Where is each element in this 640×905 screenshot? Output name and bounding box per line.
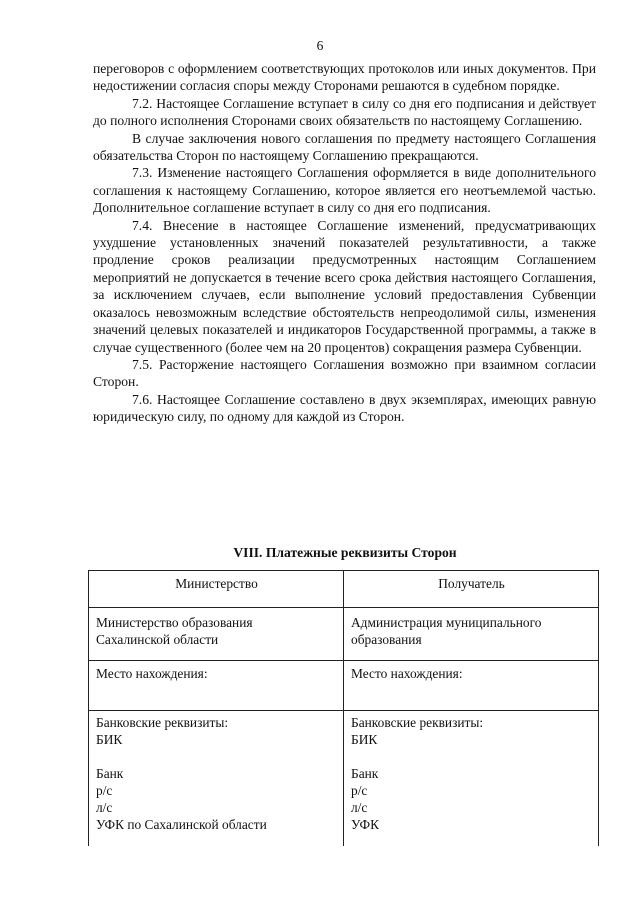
ministry-ls: л/с bbox=[96, 800, 113, 815]
table-row-names bbox=[89, 608, 599, 661]
payment-requisites-table bbox=[88, 570, 599, 846]
ministry-bank-title: Банковские реквизиты: bbox=[96, 715, 229, 730]
paragraph-7-5: 7.5. Расторжение настоящего Соглашения возможно при взаимном согласии Сторон. bbox=[93, 356, 596, 390]
recipient-name-line-2: образования bbox=[351, 632, 422, 647]
recipient-ls: л/с bbox=[351, 800, 368, 815]
page-number: 6 bbox=[316, 38, 324, 53]
recipient-name-line-1: Администрация муниципального bbox=[351, 615, 542, 630]
table-header-row bbox=[89, 571, 599, 608]
recipient-bik: БИК bbox=[351, 732, 378, 747]
recipient-location: Место нахождения: bbox=[344, 661, 599, 711]
ministry-bik: БИК bbox=[96, 732, 123, 747]
recipient-name-cell bbox=[344, 608, 599, 661]
ministry-ufk: УФК по Сахалинской области bbox=[96, 817, 267, 832]
paragraph-7-4: 7.4. Внесение в настоящее Соглашение изменений, предусматривающих ухудшение установленных значений показателей результативности, а также продление сроков реализации предусмотренных настоящим Соглашением мероприятий не допускается в течение всего срока действия настоящего Соглашения, за исключением случаев, если выполнение условий предоставления Субвенции оказалось невозможным вследствие обстоятельств непреодолимой силы, изменения значений целевых показателей и индикаторов Государственной программы, а также в случае существенного (более чем на 20 процентов) сокращения размера Субвенции. bbox=[93, 217, 596, 355]
paragraph-new-agreement: В случае заключения нового соглашения по предмету настоящего Соглашения обязательства Сторон по настоящему Соглашению прекращаются. bbox=[93, 130, 596, 164]
agreement-body bbox=[93, 60, 596, 426]
ministry-bank: Банк bbox=[96, 766, 124, 781]
recipient-ufk: УФК bbox=[351, 817, 379, 832]
ministry-name-line-2: Сахалинской области bbox=[96, 632, 219, 647]
ministry-name-cell bbox=[89, 608, 344, 661]
recipient-bank-cell bbox=[344, 711, 599, 847]
paragraph-7-2: 7.2. Настоящее Соглашение вступает в силу со дня его подписания и действует до полного исполнения Сторонами своих обязательств по настоящему Соглашению. bbox=[93, 95, 596, 129]
recipient-bank-title: Банковские реквизиты: bbox=[351, 715, 484, 730]
recipient-rs: р/с bbox=[351, 783, 368, 798]
header-recipient: Получатель bbox=[344, 571, 599, 608]
ministry-name-line-1: Министерство образования bbox=[96, 615, 253, 630]
paragraph-7-6: 7.6. Настоящее Соглашение составлено в двух экземплярах, имеющих равную юридическую силу, по одному для каждой из Сторон. bbox=[93, 391, 596, 425]
ministry-bank-cell bbox=[89, 711, 344, 847]
ministry-location: Место нахождения: bbox=[89, 661, 344, 711]
paragraph-continuation: переговоров с оформлением соответствующих протоколов или иных документов. При недостижении согласия споры между Сторонами решаются в судебном порядке. bbox=[93, 61, 596, 94]
ministry-rs: р/с bbox=[96, 783, 113, 798]
section-heading: VIII. Платежные реквизиты Сторон bbox=[233, 545, 457, 560]
recipient-bank: Банк bbox=[351, 766, 379, 781]
header-ministry: Министерство bbox=[89, 571, 344, 608]
paragraph-7-3: 7.3. Изменение настоящего Соглашения оформляется в виде дополнительного соглашения к настоящему Соглашению, которое является его неотъемлемой частью. Дополнительное соглашение вступает в силу со дня его подписания. bbox=[93, 165, 596, 216]
table-row-bank bbox=[89, 711, 599, 847]
table-row-location bbox=[89, 661, 599, 711]
